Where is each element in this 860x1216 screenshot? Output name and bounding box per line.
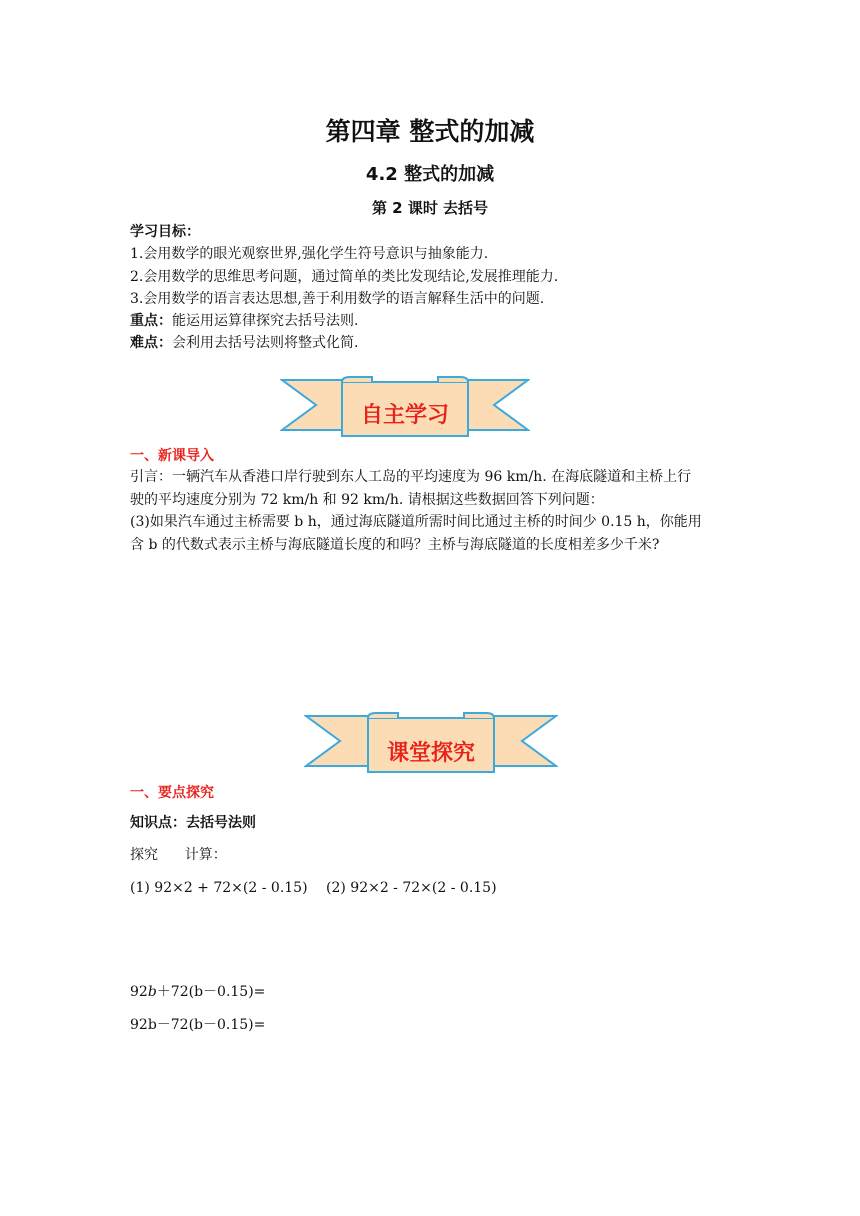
banner-label: 自主学习 [360,403,449,428]
explore-heading: 一、要点探究 [130,785,214,801]
expression-2: 92b－72(b－0.15)= [130,1017,266,1033]
classroom-explore-banner [304,712,558,776]
difficulty-text: 会利用去括号法则将整式化简. [172,335,359,351]
banner-label: 课堂探究 [386,741,475,766]
expr-variable: b [147,984,157,1000]
section-title: 4.2 整式的加减 [365,164,495,185]
lesson-title: 第 2 课时 去括号 [371,199,489,217]
chapter-title: 第四章 整式的加减 [325,117,535,146]
intro-line: (3)如果汽车通过主桥需要 b h，通过海底隧道所需时间比通过主桥的时间少 0.15 h，你能用 [130,514,702,530]
expression-1 [130,982,265,1002]
calc-2: (2) 92×2 - 72×(2 - 0.15) [326,880,497,896]
objective-item: 1.会用数学的眼光观察世界,强化学生符号意识与抽象能力. [130,246,489,262]
key-point [130,311,358,331]
objective-item: 2.会用数学的思维思考问题，通过简单的类比发现结论,发展推理能力. [130,269,559,285]
key-point-label: 重点： [130,313,172,329]
expr-rest: ＋72(b－0.15)= [156,984,266,1000]
key-point-text: 能运用运算律探究去括号法则. [172,313,359,329]
knowledge-point: 知识点：去括号法则 [130,815,256,831]
intro-line: 驶的平均速度分别为 72 km/h 和 92 km/h. 请根据这些数据回答下列问题： [130,492,604,508]
intro-line: 含 b 的代数式表示主桥与海底隧道长度的和吗？主桥与海底隧道的长度相差多少千米? [130,537,660,553]
expr-coef: 92 [130,984,148,1000]
explore-task: 探究 计算： [130,847,227,863]
self-study-banner [280,376,530,440]
intro-line: 引言：一辆汽车从香港口岸行驶到东人工岛的平均速度为 96 km/h. 在海底隧道和主桥上行 [130,469,692,485]
objective-item: 3.会用数学的语言表达思想,善于利用数学的语言解释生活中的问题. [130,291,545,307]
calc-1: (1) 92×2 + 72×(2 - 0.15) [130,880,308,896]
difficulty-point [130,333,358,353]
objectives-heading: 学习目标： [130,224,200,240]
intro-heading: 一、新课导入 [130,448,214,464]
difficulty-label: 难点： [130,335,172,351]
